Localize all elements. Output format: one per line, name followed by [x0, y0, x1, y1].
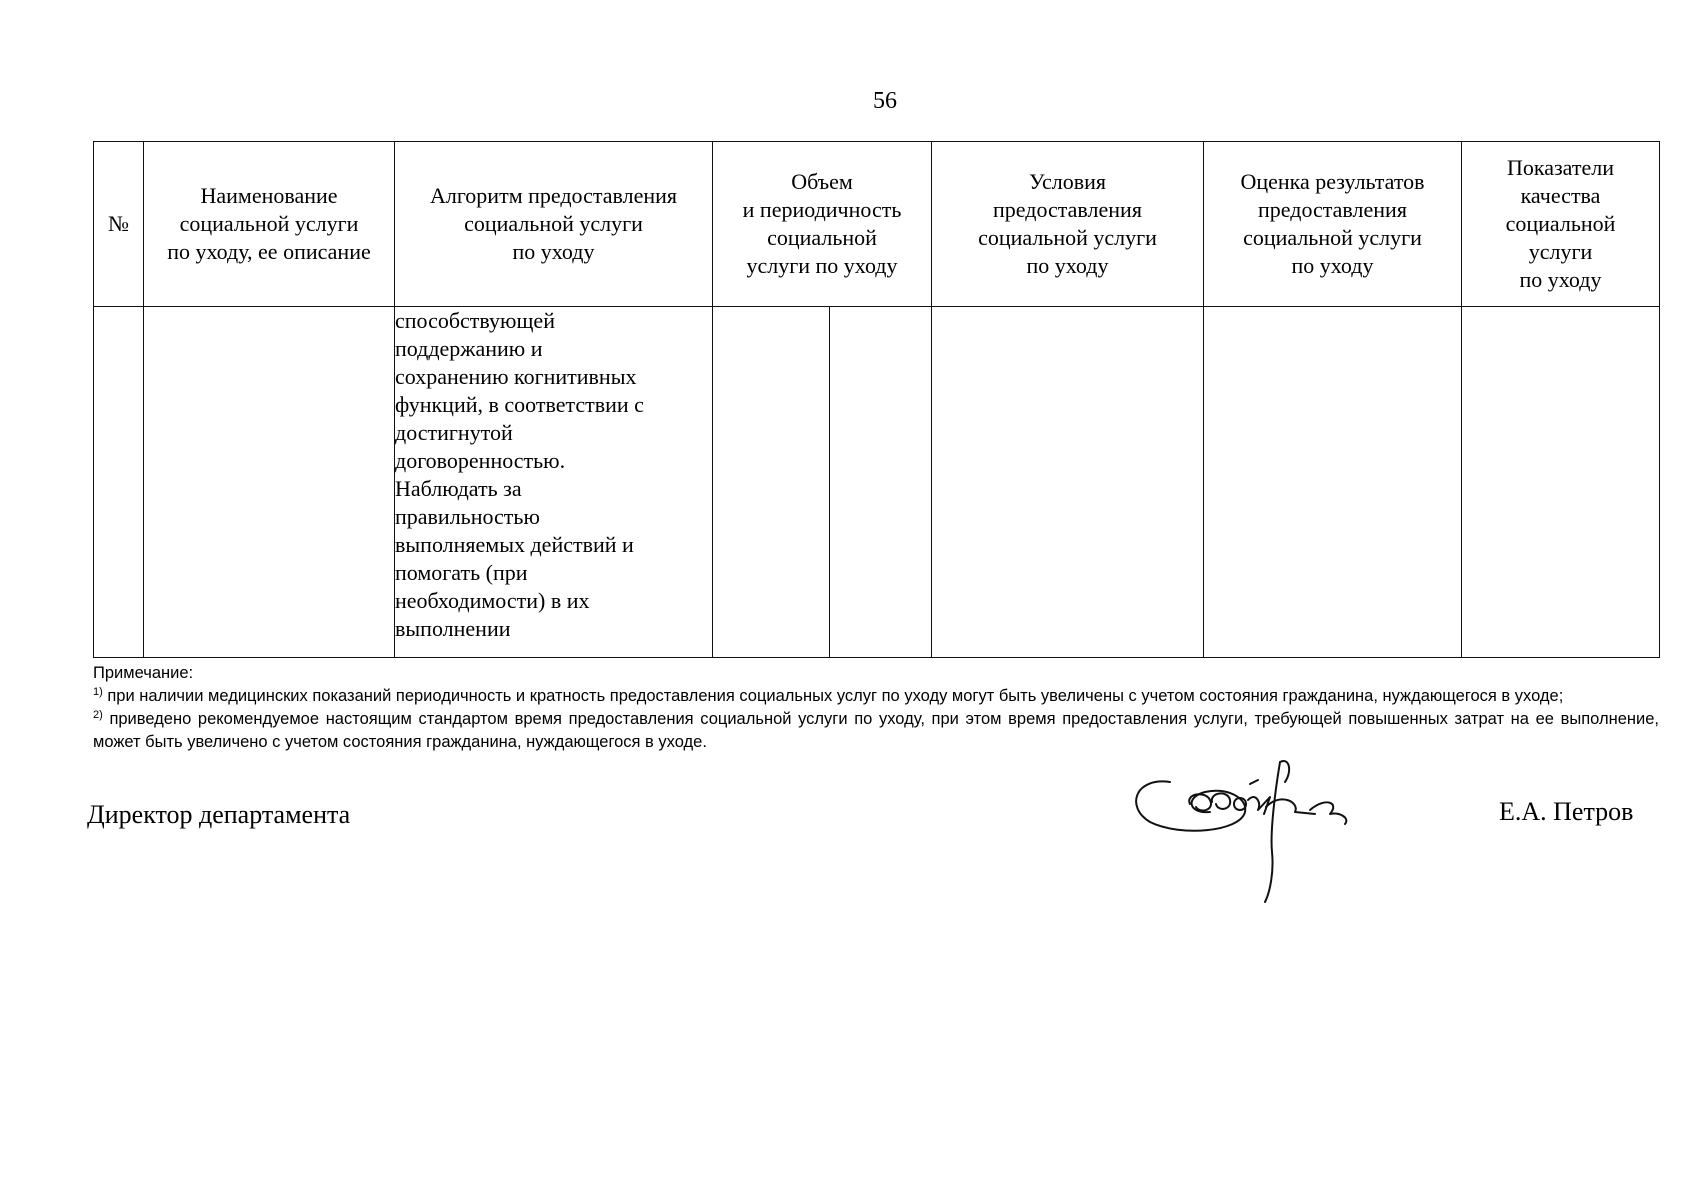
- cell-conditions: [932, 307, 1204, 658]
- header-conditions: Условия предоставления социальной услуги по уходу: [932, 142, 1204, 307]
- handwritten-signature: [1130, 752, 1380, 912]
- cell-number: [94, 307, 144, 658]
- notes-title: Примечание:: [93, 664, 194, 682]
- cell-volume-b: [830, 307, 932, 658]
- header-number: №: [94, 142, 144, 307]
- director-title: Директор департамента: [87, 800, 351, 829]
- note-item: [93, 708, 1659, 754]
- note-marker: 1): [93, 686, 103, 698]
- header-algorithm: Алгоритм предоставления социальной услуги по уходу: [395, 142, 713, 307]
- notes-section: [93, 662, 1659, 754]
- director-name: Е.А. Петров: [1499, 797, 1634, 826]
- services-table: [93, 141, 1660, 658]
- cell-volume-a: [713, 307, 830, 658]
- cell-algorithm: способствующей поддержанию и сохранению когнитивных функций, в соответствии с достигнутой договоренностью. Наблюдать за правильностью выполняемых действий и помогать (при необходимости) в их выполнении: [395, 307, 713, 658]
- cell-evaluation: [1204, 307, 1462, 658]
- header-service-name: Наименование социальной услуги по уходу, ее описание: [144, 142, 395, 307]
- table-header-row: [94, 142, 1660, 307]
- cell-quality: [1462, 307, 1660, 658]
- table-row: [94, 307, 1660, 658]
- page-number: 56: [873, 88, 897, 114]
- note-text: приведено рекомендуемое настоящим стандартом время предоставления социальной услуги по уходу, при этом время предоставления услуги, требующей повышенных затрат на ее выполнение, может быть увеличено с учетом состояния гражданина, нуждающегося в уходе.: [93, 710, 1659, 751]
- header-quality: Показатели качества социальной услуги по уходу: [1462, 142, 1660, 307]
- cell-service-name: [144, 307, 395, 658]
- header-evaluation: Оценка результатов предоставления социальной услуги по уходу: [1204, 142, 1462, 307]
- note-marker: 2): [93, 709, 103, 721]
- header-volume: Объем и периодичность социальной услуги по уходу: [713, 142, 932, 307]
- note-text: при наличии медицинских показаний периодичность и кратность предоставления социальных услуг по уходу могут быть увеличены с учетом состояния гражданина, нуждающегося в уходе;: [107, 687, 1564, 705]
- note-item: [93, 685, 1659, 708]
